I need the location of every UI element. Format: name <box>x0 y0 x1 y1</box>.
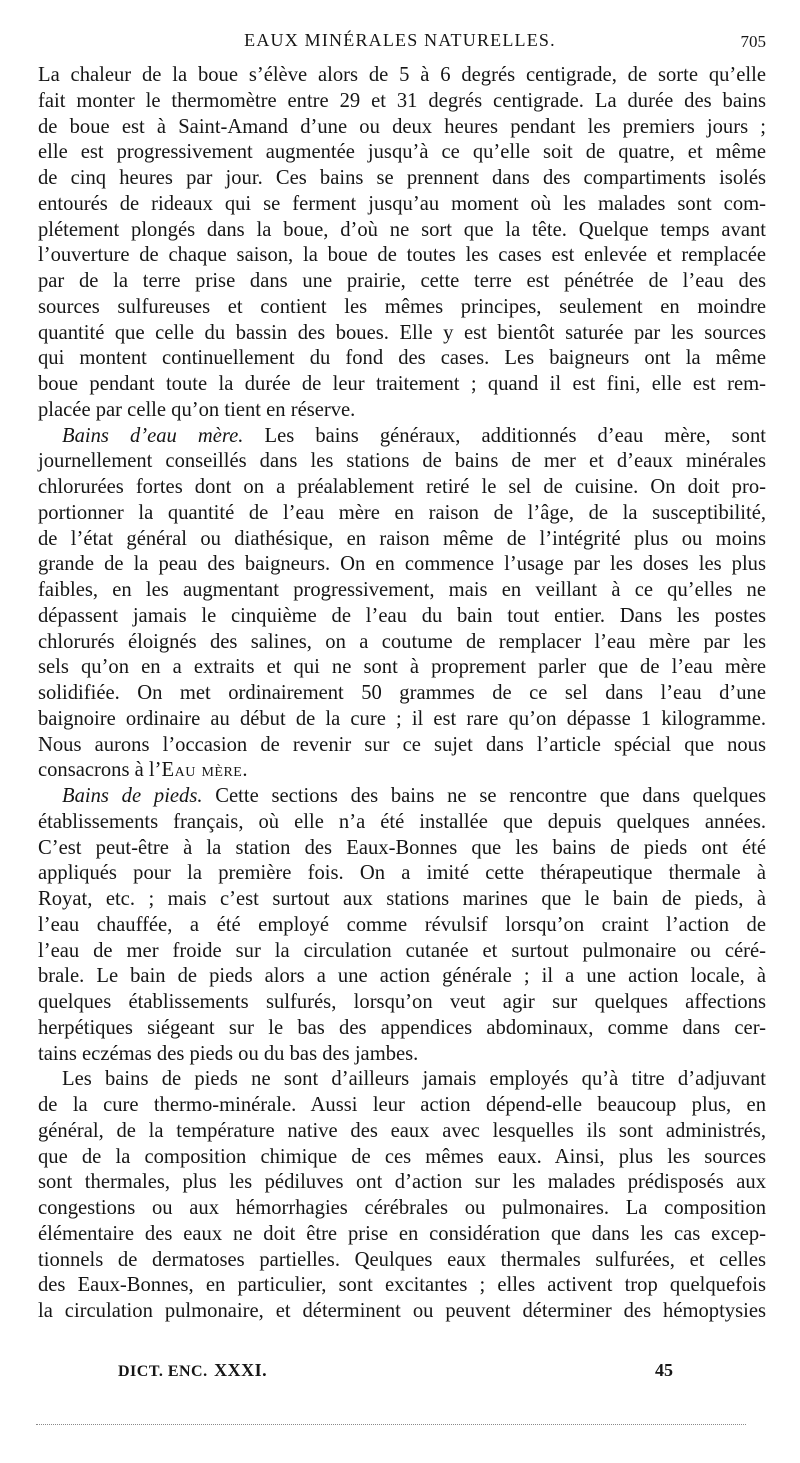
text-line: La chaleur de la boue s’élève alors de 5 à 6 degrés centigrade, de sorte qu’elle <box>38 64 766 86</box>
text-line: brale. Le bain de pieds alors a une action générale ; il a une action locale, à <box>38 965 766 988</box>
text-line: sels qu’on en a extraits et qui ne sont à proprement parler que de l’eau mère <box>38 656 766 679</box>
text-line: que de la composition chimique de ces mêmes eaux. Ainsi, plus les sources <box>38 1145 766 1168</box>
text-line: de l’état général ou diathésique, en raison même de l’intégrité plus ou moins <box>38 527 766 550</box>
text-line: sont thermales, plus les pédiluves ont d’action sur les malades prédisposés aux <box>38 1171 766 1194</box>
paragraph-last-line <box>38 758 766 784</box>
text-line: l’eau chauffée, a été employé comme révulsif lorsqu’on craint l’action de <box>38 913 766 936</box>
sheet-number: 45 <box>655 1360 673 1380</box>
paragraph-first-line <box>38 424 766 450</box>
text-line: C’est peut-être à la station des Eaux-Bonnes que les bains de pieds ont été <box>38 836 766 859</box>
text-line: appliqués pour la première fois. On a imité cette thérapeutique thermale à <box>38 862 766 885</box>
text-line: de la cure thermo-minérale. Aussi leur action dépend-elle beaucoup plus, en <box>38 1094 766 1116</box>
text-run: consacrons à l’ <box>38 759 162 782</box>
text-line: quelques établissements sulfurés, lorsqu’on veut agir sur quelques affections <box>38 991 766 1013</box>
bottom-dotted-rule <box>36 1424 746 1425</box>
text-line: quantité que celle du bassin des boues. Elle y est bientôt saturée par les sources <box>38 321 766 344</box>
text-line: chlorurées fortes dont on a préalablement retiré le sel de cuisine. On doit pro- <box>38 476 766 498</box>
page-number: 705 <box>740 32 766 51</box>
section-heading-pieds: Bains de pieds. <box>62 785 203 807</box>
text-line: chlorurés éloignés des salines, on a coutume de remplacer l’eau mère par les <box>38 630 766 653</box>
running-title: EAUX MINÉRALES NATURELLES. <box>244 30 556 50</box>
paragraph-first-line <box>38 784 766 810</box>
section-heading-eau-mere: Bains d’eau mère. <box>62 424 244 447</box>
text-line: par de la terre prise dans une prairie, cette terre est pénétrée de l’eau des <box>38 270 766 292</box>
text-line: boue pendant toute la durée de leur traitement ; quand il est fini, elle est rem- <box>38 373 766 395</box>
text-line: la circulation pulmonaire, et déterminent ou peuvent déterminer des hémoptysies <box>38 1300 766 1322</box>
volume-number: XXXI. <box>214 1360 268 1380</box>
text-run: . <box>242 759 248 782</box>
text-line: qui montent continuellement du fond des cases. Les baigneurs ont la même <box>38 347 766 370</box>
text-line: placée par celle qu’on tient en réserve. <box>38 398 356 421</box>
text-line: de boue est à Saint-Amand d’une ou deux heures pendant les premiers jours ; <box>38 115 766 138</box>
page-header <box>0 30 800 60</box>
text-line: tains eczémas des pieds ou du bas des jambes. <box>38 1042 419 1065</box>
text-line: l’eau de mer froide sur la circulation cutanée et surtout pulmonaire ou céré- <box>38 939 766 962</box>
text-line: elle est progressivement augmentée jusqu’à ce qu’elle soit de quatre, et même <box>38 141 766 164</box>
text-line: tionnels de dermatoses partielles. Qeulques eaux thermales sulfurées, et celles <box>38 1248 766 1271</box>
printer-signature <box>118 1360 267 1381</box>
text-line: entourés de rideaux qui se ferment jusqu’au moment où les malades sont com- <box>38 192 766 215</box>
text-run: Cette sections des bains ne se rencontre que dans quelques <box>215 785 767 807</box>
text-line: Nous aurons l’occasion de revenir sur ce sujet dans l’article spécial que nous <box>38 733 766 756</box>
cross-reference: Eau mère <box>161 759 243 782</box>
text-run: Les bains généraux, additionnés d’eau mère, sont <box>264 424 766 447</box>
signature-label: DICT. ENC. <box>118 1363 208 1380</box>
text-line: dépassent jamais le cinquième de l’eau du bain tout entier. Dans les postes <box>38 604 766 627</box>
body-text <box>38 63 766 1325</box>
text-line: portionner la quantité de l’eau mère en raison de l’âge, de la susceptibilité, <box>38 501 766 524</box>
text-line: fait monter le thermomètre entre 29 et 31 degrés centigrade. La durée des bains <box>38 89 766 112</box>
text-line: Royat, etc. ; mais c’est surtout aux stations marines que le bain de pieds, à <box>38 888 766 910</box>
text-line: baignoire ordinaire au début de la cure ; il est rare qu’on dépasse 1 kilogramme. <box>38 707 766 730</box>
text-line: herpétiques siégeant sur le bas des appendices abdominaux, comme dans cer- <box>38 1016 766 1039</box>
text-line: général, de la température native des eaux avec lesquelles ils sont administrés, <box>38 1119 766 1142</box>
text-line: des Eaux-Bonnes, en particulier, sont excitantes ; elles activent trop quelquefois <box>38 1274 766 1297</box>
text-line: faibles, en les augmentant progressivement, mais en veillant à ce qu’elles ne <box>38 579 766 601</box>
paragraph-first-line: Les bains de pieds ne sont d’ailleurs jamais employés qu’à titre d’adjuvant <box>62 1068 766 1091</box>
text-line: congestions ou aux hémorrhagies cérébrales ou pulmonaires. La composition <box>38 1197 766 1219</box>
text-line: grande de la peau des baigneurs. On en commence l’usage par les doses les plus <box>38 553 766 576</box>
text-line: plétement plongés dans la boue, d’où ne sort que la tête. Quelque temps avant <box>38 218 766 241</box>
text-line: l’ouverture de chaque saison, la boue de toutes les cases est enlevée et remplacée <box>38 244 766 267</box>
text-line: sources sulfureuses et contient les mêmes principes, seulement en moindre <box>38 295 766 318</box>
page-footer <box>0 1360 800 1390</box>
text-line: journellement conseillés dans les stations de bains de mer et d’eaux minérales <box>38 450 766 473</box>
text-line: établissements français, où elle n’a été installée que depuis quelques années. <box>38 810 766 833</box>
text-line: solidifiée. On met ordinairement 50 grammes de ce sel dans l’eau d’une <box>38 682 766 704</box>
text-line: élémentaire des eaux ne doit être prise en considération que dans les cas excep- <box>38 1222 766 1245</box>
text-line: de cinq heures par jour. Ces bains se prennent dans des compartiments isolés <box>38 167 766 189</box>
